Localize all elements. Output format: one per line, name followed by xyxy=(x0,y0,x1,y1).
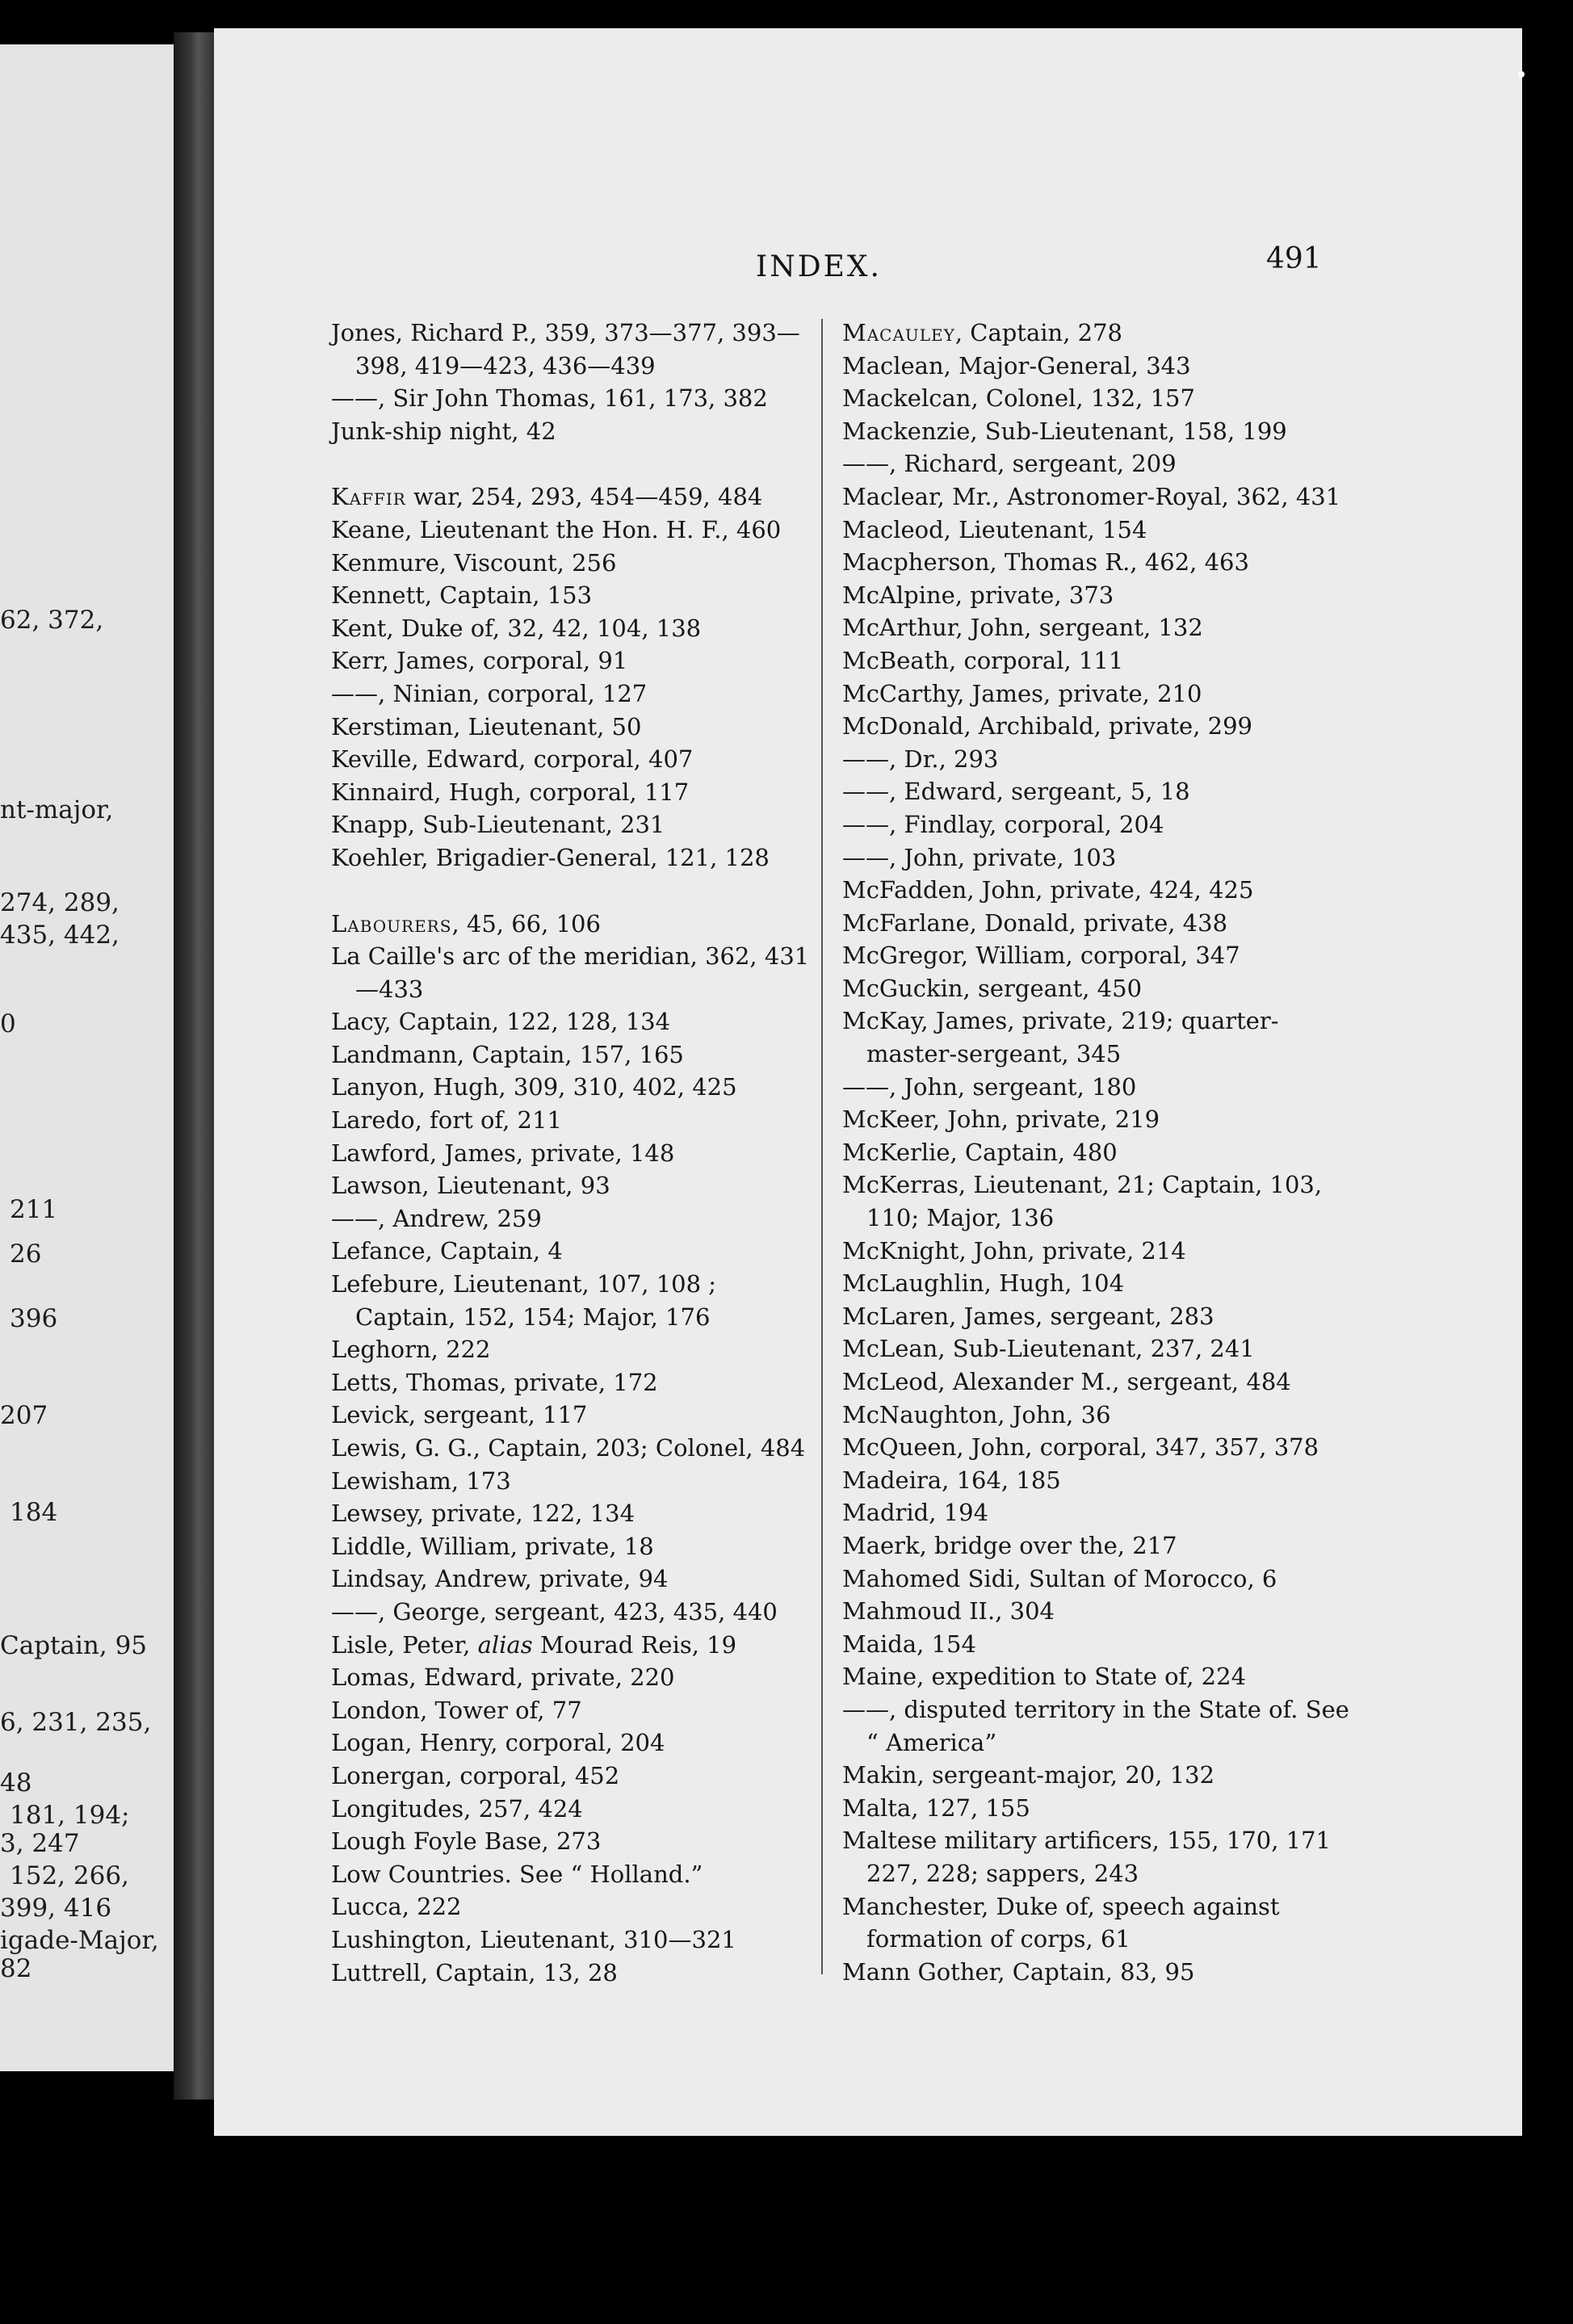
index-entry xyxy=(331,1825,820,1858)
index-entry xyxy=(842,1399,1351,1432)
index-entry xyxy=(331,1038,820,1072)
index-entry xyxy=(842,939,1351,972)
left-fragment-10: Captain, 95 xyxy=(0,1631,148,1660)
index-entry xyxy=(331,1137,820,1170)
corner-mark xyxy=(1518,71,1525,78)
index-entry xyxy=(842,1628,1351,1661)
index-entry xyxy=(842,546,1351,579)
left-fragment-1: nt-major, xyxy=(0,795,114,824)
index-entry xyxy=(842,743,1351,776)
index-entry xyxy=(331,1530,820,1563)
index-entry-text: Liddle, William, private, 18 xyxy=(331,1532,654,1560)
index-entry-text: ——, Sir John Thomas, 161, 173, 382 xyxy=(331,384,768,413)
index-entry-text: Laredo, fort of, 211 xyxy=(331,1106,562,1135)
index-entry-text: Mahmoud II., 304 xyxy=(842,1597,1055,1626)
index-entry xyxy=(331,1497,820,1530)
left-fragment-5: 211 xyxy=(10,1195,58,1224)
index-entry xyxy=(842,1300,1351,1333)
index-entry xyxy=(842,1005,1351,1070)
index-entry-text: McNaughton, John, 36 xyxy=(842,1400,1111,1428)
index-entry xyxy=(331,1104,820,1137)
index-entry-text: Mann Gother, Captain, 83, 95 xyxy=(842,1957,1195,1986)
index-entry xyxy=(842,611,1351,644)
left-fragment-4: 0 xyxy=(0,1009,16,1038)
index-entry-text: McBeath, corporal, 111 xyxy=(842,646,1124,674)
index-entry xyxy=(331,547,820,580)
section-headword: Macauley xyxy=(842,319,955,346)
index-entry-text: Kenmure, Viscount, 256 xyxy=(331,548,617,577)
index-entry xyxy=(842,480,1351,514)
index-entry-text: ——, disputed territory in the State of. See “ America” xyxy=(842,1695,1349,1756)
index-entry xyxy=(842,1563,1351,1596)
index-entry-text: Macauley, Captain, 278 xyxy=(842,319,1122,346)
index-entry xyxy=(842,514,1351,547)
page-title: INDEX. xyxy=(756,250,882,283)
left-fragment-6: 26 xyxy=(10,1240,42,1269)
index-entry-text: Lough Foyle Base, 273 xyxy=(331,1827,602,1856)
index-entry xyxy=(842,1365,1351,1399)
italic-word: alias xyxy=(477,1630,533,1659)
index-entry-text: McQueen, John, corporal, 347, 357, 378 xyxy=(842,1433,1319,1462)
left-fragment-16: 399, 416 xyxy=(0,1894,112,1923)
index-entry xyxy=(842,1496,1351,1529)
index-entry-text: Manchester, Duke of, speech against formation of corps, 61 xyxy=(842,1892,1280,1953)
index-entry xyxy=(331,776,820,809)
index-entry-text: Malta, 127, 155 xyxy=(842,1793,1030,1822)
index-entry xyxy=(842,1759,1351,1792)
index-entry-text: Kerstiman, Lieutenant, 50 xyxy=(331,712,642,740)
index-entry xyxy=(331,1923,820,1957)
index-entry xyxy=(842,1168,1351,1234)
index-entry-text: ——, George, sergeant, 423, 435, 440 xyxy=(331,1597,778,1626)
page-number: 491 xyxy=(1266,242,1322,275)
index-entry xyxy=(842,710,1351,743)
column-divider xyxy=(821,319,823,1974)
index-entry-text: Maerk, bridge over the, 217 xyxy=(842,1531,1177,1559)
index-entry-text: Lewsey, private, 122, 134 xyxy=(331,1500,635,1528)
index-entry xyxy=(331,1957,820,1990)
index-entry xyxy=(331,1432,820,1465)
index-entry-text: Lewis, G. G., Captain, 203; Colonel, 484 xyxy=(331,1434,806,1462)
left-fragment-11: 6, 231, 235, xyxy=(0,1708,152,1737)
index-entry xyxy=(842,1529,1351,1563)
left-fragment-9: 184 xyxy=(10,1498,58,1527)
section-headword: Kaffir xyxy=(331,483,406,511)
index-entry xyxy=(331,1465,820,1498)
index-entry-text: Maltese military artificers, 155, 170, 171 227, 228; sappers, 243 xyxy=(842,1827,1332,1887)
index-entry-text: Mahomed Sidi, Sultan of Morocco, 6 xyxy=(842,1564,1277,1592)
index-entry xyxy=(842,1464,1351,1497)
index-entry xyxy=(842,907,1351,940)
index-entry xyxy=(842,1792,1351,1825)
index-entry xyxy=(842,1824,1351,1890)
index-entry xyxy=(331,1005,820,1038)
index-entry-text: Maida, 154 xyxy=(842,1630,976,1658)
index-entry-text: McLean, Sub-Lieutenant, 237, 241 xyxy=(842,1335,1255,1363)
index-entry xyxy=(331,1071,820,1104)
index-entry-text: Levick, sergeant, 117 xyxy=(331,1401,588,1429)
index-entry-text: Landmann, Captain, 157, 165 xyxy=(331,1040,684,1068)
index-entry xyxy=(842,1235,1351,1268)
index-entry xyxy=(842,1660,1351,1693)
index-entry xyxy=(842,1267,1351,1300)
index-entry xyxy=(331,1169,820,1202)
index-entry xyxy=(842,447,1351,480)
index-entry xyxy=(331,808,820,841)
section-gap xyxy=(331,875,820,908)
index-entry xyxy=(842,317,1351,350)
index-entry xyxy=(331,579,820,612)
index-entry-text: McKerras, Lieutenant, 21; Captain, 103, 110; Major, 136 xyxy=(842,1171,1323,1232)
index-entry-text: McKnight, John, private, 214 xyxy=(842,1236,1186,1265)
index-entry-text: Kinnaird, Hugh, corporal, 117 xyxy=(331,778,690,806)
index-entry-text: ——, Andrew, 259 xyxy=(331,1204,542,1232)
index-entry xyxy=(842,775,1351,808)
index-entry xyxy=(331,612,820,645)
section-gap xyxy=(331,447,820,480)
index-entry-text: Macpherson, Thomas R., 462, 463 xyxy=(842,548,1249,577)
index-entry-text: McKay, James, private, 219; quarter-master-sergeant, 345 xyxy=(842,1007,1279,1068)
index-entry xyxy=(331,1661,820,1694)
index-entry-text: Madrid, 194 xyxy=(842,1499,989,1527)
index-entry-text: Lushington, Lieutenant, 310—321 xyxy=(331,1925,736,1953)
index-entry-text: Lawford, James, private, 148 xyxy=(331,1139,675,1167)
index-entry-text: Longitudes, 257, 424 xyxy=(331,1794,583,1823)
index-entry-text: McFarlane, Donald, private, 438 xyxy=(842,908,1228,937)
index-entry xyxy=(331,1726,820,1760)
index-entry xyxy=(331,514,820,547)
index-entry-text: Lawson, Lieutenant, 93 xyxy=(331,1172,610,1200)
index-entry-text: ——, John, sergeant, 180 xyxy=(842,1072,1137,1101)
index-entry-text: ——, John, private, 103 xyxy=(842,843,1117,871)
index-entry-text: McArthur, John, sergeant, 132 xyxy=(842,614,1203,642)
index-entry-text: Kerr, James, corporal, 91 xyxy=(331,647,628,675)
index-entry xyxy=(331,1333,820,1366)
index-entry-text: McGuckin, sergeant, 450 xyxy=(842,974,1143,1002)
index-entry xyxy=(331,1563,820,1596)
index-entry-text: Mackenzie, Sub-Lieutenant, 158, 199 xyxy=(842,417,1287,445)
index-entry-text: Makin, sergeant-major, 20, 132 xyxy=(842,1761,1215,1789)
index-entry-text: Koehler, Brigadier-General, 121, 128 xyxy=(331,843,770,871)
index-entry-text: McLeod, Alexander M., sergeant, 484 xyxy=(842,1368,1291,1395)
index-entry xyxy=(331,1202,820,1235)
index-entry xyxy=(331,743,820,776)
index-entry-text: Knapp, Sub-Lieutenant, 231 xyxy=(331,811,665,839)
index-entry xyxy=(331,1760,820,1793)
index-entry xyxy=(842,1890,1351,1956)
index-entry xyxy=(331,1629,820,1662)
index-entry xyxy=(842,972,1351,1005)
index-entry xyxy=(331,382,820,415)
index-entry-text: Lanyon, Hugh, 309, 310, 402, 425 xyxy=(331,1073,737,1101)
index-entry xyxy=(331,415,820,448)
index-entry xyxy=(842,677,1351,711)
index-entry xyxy=(331,677,820,711)
index-entry xyxy=(842,1332,1351,1365)
index-entry-text: McDonald, Archibald, private, 299 xyxy=(842,712,1252,740)
index-entry-text: Lacy, Captain, 122, 128, 134 xyxy=(331,1008,671,1036)
index-entry-text: Kent, Duke of, 32, 42, 104, 138 xyxy=(331,614,702,642)
index-entry xyxy=(331,1890,820,1923)
index-entry xyxy=(842,382,1351,415)
index-entry xyxy=(331,940,820,1005)
index-entry-text: Macleod, Lieutenant, 154 xyxy=(842,515,1147,543)
index-entry-text: Lefebure, Lieutenant, 107, 108 ; Captain, 152, 154; Major, 176 xyxy=(331,1270,717,1331)
index-entry-text: Junk-ship night, 42 xyxy=(331,417,556,445)
left-fragment-2: 274, 289, xyxy=(0,888,120,917)
left-fragment-0: 62, 372, xyxy=(0,606,104,635)
index-entry xyxy=(842,1071,1351,1104)
left-page-fragment xyxy=(0,44,174,2071)
index-entry-text: McGregor, William, corporal, 347 xyxy=(842,942,1240,970)
index-entry-text: Lewisham, 173 xyxy=(331,1466,511,1495)
index-entry xyxy=(842,1956,1351,1989)
index-entry-text: Kaffir war, 254, 293, 454—459, 484 xyxy=(331,483,763,511)
index-entry xyxy=(331,1694,820,1727)
index-entry-text: La Caille's arc of the meridian, 362, 431—433 xyxy=(331,942,810,1003)
index-column-right xyxy=(842,317,1351,1988)
index-entry xyxy=(842,350,1351,383)
index-entry-text: Mackelcan, Colonel, 132, 157 xyxy=(842,384,1195,413)
left-fragment-17: igade-Major, xyxy=(0,1926,159,1955)
index-entry xyxy=(842,808,1351,841)
index-entry-text: Lefance, Captain, 4 xyxy=(331,1237,563,1265)
index-entry-text: Maclear, Mr., Astronomer-Royal, 362, 431 xyxy=(842,482,1341,510)
index-entry xyxy=(842,1136,1351,1169)
index-entry-text: McCarthy, James, private, 210 xyxy=(842,679,1202,707)
index-entry-text: Lonergan, corporal, 452 xyxy=(331,1761,620,1789)
index-entry xyxy=(842,1431,1351,1464)
section-headword: Labourers xyxy=(331,909,452,938)
index-entry-text: Letts, Thomas, private, 172 xyxy=(331,1368,658,1396)
index-entry xyxy=(842,874,1351,907)
index-entry-text: McFadden, John, private, 424, 425 xyxy=(842,876,1254,904)
index-entry-text: McLaughlin, Hugh, 104 xyxy=(842,1269,1125,1298)
index-entry xyxy=(331,644,820,677)
index-entry-text: McLaren, James, sergeant, 283 xyxy=(842,1302,1214,1330)
index-entry-text: Lucca, 222 xyxy=(331,1893,462,1921)
left-fragment-14: 3, 247 xyxy=(0,1829,80,1858)
left-fragment-18: 82 xyxy=(0,1954,32,1983)
index-entry-text: London, Tower of, 77 xyxy=(331,1696,582,1724)
index-entry-text: Lisle, Peter, alias Mourad Reis, 19 xyxy=(331,1630,737,1659)
index-entry-text: McAlpine, private, 373 xyxy=(842,581,1114,609)
index-entry-text: McKerlie, Captain, 480 xyxy=(842,1138,1118,1166)
book-gutter xyxy=(174,32,218,2100)
index-entry xyxy=(331,1366,820,1399)
index-entry xyxy=(331,1858,820,1891)
index-entry-text: Maclean, Major-General, 343 xyxy=(842,351,1191,380)
index-entry-text: ——, Dr., 293 xyxy=(842,745,999,773)
index-entry xyxy=(331,1268,820,1333)
index-entry xyxy=(842,1103,1351,1136)
index-entry-text: Labourers, 45, 66, 106 xyxy=(331,909,601,938)
left-fragment-7: 396 xyxy=(10,1304,58,1333)
index-entry xyxy=(842,415,1351,448)
index-entry-text: ——, Edward, sergeant, 5, 18 xyxy=(842,778,1190,806)
index-entry-text: Logan, Henry, corporal, 204 xyxy=(331,1729,665,1757)
index-entry xyxy=(842,1693,1351,1759)
index-entry-text: Madeira, 164, 185 xyxy=(842,1466,1061,1494)
left-fragment-8: 207 xyxy=(0,1401,48,1430)
index-entry xyxy=(331,317,820,382)
index-entry xyxy=(331,480,820,514)
index-entry-text: Maine, expedition to State of, 224 xyxy=(842,1663,1247,1691)
index-entry xyxy=(331,1399,820,1432)
index-entry-text: Kennett, Captain, 153 xyxy=(331,581,593,610)
index-column-left xyxy=(331,317,820,1989)
index-entry-text: ——, Richard, sergeant, 209 xyxy=(842,450,1177,478)
index-entry xyxy=(842,644,1351,677)
index-entry-text: Jones, Richard P., 359, 373—377, 393—398, 419—423, 436—439 xyxy=(331,319,800,380)
index-entry xyxy=(331,711,820,744)
left-fragment-12: 48 xyxy=(0,1768,32,1798)
index-entry-text: Lindsay, Andrew, private, 94 xyxy=(331,1565,669,1593)
index-entry-text: ——, Ninian, corporal, 127 xyxy=(331,679,648,707)
left-fragment-13: 181, 194; xyxy=(10,1801,130,1830)
index-entry xyxy=(331,841,820,875)
index-entry-text: McKeer, John, private, 219 xyxy=(842,1105,1160,1134)
index-entry-text: Lomas, Edward, private, 220 xyxy=(331,1663,675,1692)
index-entry-text: ——, Findlay, corporal, 204 xyxy=(842,810,1164,838)
index-entry xyxy=(331,908,820,941)
index-entry xyxy=(842,841,1351,875)
index-entry xyxy=(331,1793,820,1826)
index-entry xyxy=(331,1596,820,1629)
left-fragment-3: 435, 442, xyxy=(0,921,120,950)
index-entry-text: Low Countries. See “ Holland.” xyxy=(331,1860,703,1888)
index-entry-text: Leghorn, 222 xyxy=(331,1336,491,1364)
left-fragment-15: 152, 266, xyxy=(10,1861,129,1890)
index-entry-text: Keane, Lieutenant the Hon. H. F., 460 xyxy=(331,515,782,543)
index-entry xyxy=(842,579,1351,612)
index-entry xyxy=(842,1595,1351,1628)
index-entry-text: Luttrell, Captain, 13, 28 xyxy=(331,1958,618,1986)
index-entry xyxy=(331,1235,820,1268)
index-entry-text: Keville, Edward, corporal, 407 xyxy=(331,745,694,774)
